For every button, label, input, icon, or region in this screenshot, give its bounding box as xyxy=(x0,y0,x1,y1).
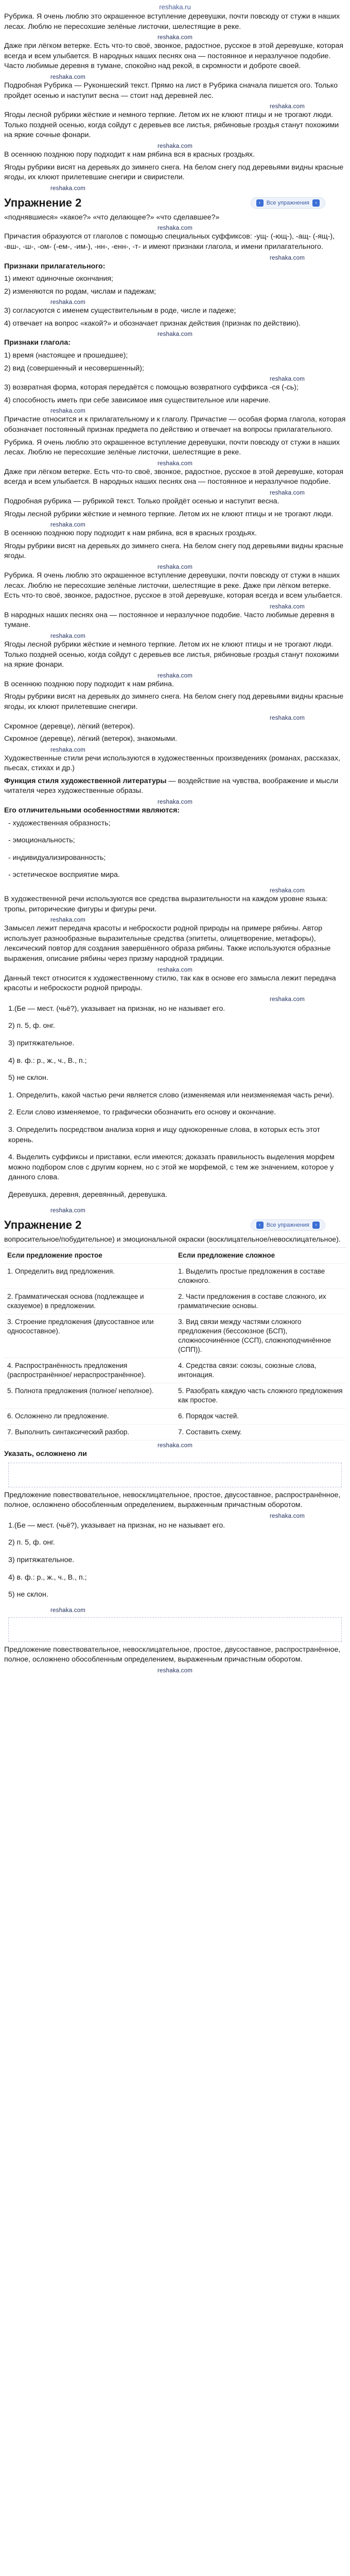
style-label: Скромное (деревце), лёгкий (ветерок). xyxy=(4,722,135,731)
tail-list xyxy=(4,1521,346,1600)
site-header[interactable]: reshaka.ru xyxy=(159,3,191,11)
table-cell: 1. Выделить простые предложения в составе сложного. xyxy=(175,1264,346,1289)
table-cell: 3. Строение предложения (двусоставное или односоставное). xyxy=(4,1314,175,1358)
paragraph: Рубрика. Я очень люблю это окрашенное вступление деревушки, почти повсюду от стужи в наших лесах. Люблю не пересохшие зелёные листочки, шелестящие в реке. xyxy=(4,12,340,31)
watermark: reshaka.com xyxy=(50,633,86,639)
question-line: Причастия образуются от глаголов с помощью специальных суффиксов: -ущ- (-ющ-), -ащ- (-ящ-), -вш-, -ш-, -ом- (-ем-, -им-), -нн-, -енн-, -т- и имеют признаки глагола, и имени прилагательного. xyxy=(4,232,335,251)
watermark: reshaka.com xyxy=(50,74,86,80)
paragraph: Ягоды рубрики висят на деревьях до зимнего снега. На белом снегу под деревьями видны красные ягоды, их клюют прилетевшие снегири и свиристели. xyxy=(4,163,344,182)
task-item: 4) в. ф.: р., ж., ч., В., п.; xyxy=(8,1056,87,1065)
exercise-title: Упражнение 2 xyxy=(4,196,82,209)
watermark: reshaka.com xyxy=(157,35,193,41)
watermark: reshaka.com xyxy=(50,522,86,529)
func-text: — воздействие на чувства, воображение и мысли читателя через художественные образы. xyxy=(4,776,339,795)
watermark: reshaka.com xyxy=(157,460,193,467)
tail-block xyxy=(0,1521,350,1674)
func-head: Функция стиля художественной литературы xyxy=(4,776,167,785)
task-item: 1. Определить, какой частью речи является слово (изменяемая или неизменяемая часть речи). xyxy=(8,1091,335,1099)
watermark: reshaka.com xyxy=(269,888,305,894)
exercise2-result: Предложение повествовательное, невосклицательное, простое, двусоставное, распространённое, полное, осложнено обособленным определением, выраженным причастным оборотом. xyxy=(4,1490,341,1510)
watermark: reshaka.com xyxy=(157,1668,193,1674)
task-item: 3) притяжательное. xyxy=(8,1039,75,1047)
paragraph: Даже при лёгком ветерке. Есть что-то своё, звонкое, радостное, русское в этой деревушке, которая всегда и всем улыбается. В народных наших песнях она — постоянное и неразлучное подобие. xyxy=(4,467,344,486)
watermark: reshaka.com xyxy=(50,299,86,306)
exercise-heading xyxy=(4,196,346,210)
verb-item: 3) возвратная форма, которая передаётся с помощью возвратного суффикса -ся (-сь); xyxy=(4,383,299,392)
task-item: 5) не склон. xyxy=(8,1074,48,1082)
tasks-block xyxy=(0,974,350,1214)
verb-item: 1) время (настоящее и прошедшее); xyxy=(4,351,128,360)
table-cell: 6. Осложнено ли предложение. xyxy=(4,1409,175,1425)
func-line xyxy=(4,776,346,796)
watermark: reshaka.com xyxy=(157,967,193,973)
watermark: reshaka.com xyxy=(157,1443,193,1449)
paragraph: Ягоды рубрики висят на деревьях до зимнего снега. На белом снегу под деревьями видны красные ягоды, их клюют прилетевшие снегири. xyxy=(4,692,344,711)
paragraph: Рубрика. Я очень люблю это окрашенное вступление деревушки, почти повсюду от стужи в наших лесах. Люблю не пересохшие зелёные листочки, шелестящие в реке. Даже при лёгком ветерке. Есть что-то своё, звонкое, радостное, русское в этой деревушке, которая всегда и всем улыбается. xyxy=(4,571,342,600)
watermark: reshaka.com xyxy=(157,331,193,338)
features-head: Его отличительными особенностями являются: xyxy=(4,806,180,815)
table-cell: 6. Порядок частей. xyxy=(175,1409,346,1425)
paragraph: Подробная рубрика — рубрикой текст. Только пройдёт осенью и наступит весна. xyxy=(4,497,279,505)
tail-item: 5) не склон. xyxy=(8,1590,48,1599)
paragraph: Ягоды рубрики висят на деревьях до зимнего снега. На белом снегу под деревьями видны красные ягоды. xyxy=(4,541,344,561)
func-title: Художественные стили речи используются в художественных произведениях (романах, рассказах, пьесах, стихах и др.) xyxy=(4,754,341,773)
syntax-diagram xyxy=(8,1617,342,1642)
table-cell: 3. Вид связи между частями сложного предложения (бессоюзное (БСП), сложносочинённое (ССП), сложноподчинённое (СПП)). xyxy=(175,1314,346,1358)
section-text-1 xyxy=(0,12,350,192)
paragraph: В народных наших песнях она — постоянное и неразлучное подобие. Часто любимые деревня в тумане. xyxy=(4,611,335,630)
tail-item: 1.(Бе — мест. (чьё?), указывает на признак, но не называет его. xyxy=(8,1521,225,1530)
style-note: Скромное (деревце), лёгкий (ветерок), знакомыми. xyxy=(4,735,177,743)
paragraph: В осеннюю позднюю пору подходит к нам рябина, вся в красных гроздьях. xyxy=(4,529,257,538)
watermark: reshaka.com xyxy=(50,1607,86,1614)
tasks-intro: Данный текст относится к художественному стилю, так как в основе его замысла лежит передача красоты и неброскости родной природы. xyxy=(4,974,336,993)
task-item: Деревушка, деревня, деревянный, деревушка. xyxy=(8,1190,167,1199)
verb-item: 2) вид (совершенный и несовершенный); xyxy=(4,364,144,372)
watermark: reshaka.com xyxy=(269,996,305,1003)
feature-item: - эстетическое восприятие мира. xyxy=(8,871,120,879)
exercise2-intro-block xyxy=(0,1235,350,1245)
watermark: reshaka.com xyxy=(269,104,305,110)
task-item: 3. Определить посредством анализа корня и ищу однокоренные слова, в которых есть этот корень. xyxy=(8,1125,320,1144)
tail-item: 4) в. ф.: р., ж., ч., В., п.; xyxy=(8,1573,87,1582)
watermark: reshaka.com xyxy=(157,225,193,232)
adj-item: 2) изменяются по родам, числам и падежам; xyxy=(4,287,156,296)
watermark: reshaka.com xyxy=(50,747,86,753)
watermark: reshaka.com xyxy=(269,255,305,261)
watermark: reshaka.com xyxy=(50,917,86,924)
watermark: reshaka.com xyxy=(50,185,86,192)
exercise2-intro: вопросительное/побудительное) и эмоциональной окраски (восклицательное/невосклицательное). xyxy=(4,1235,341,1244)
task-label: Указать, осложнено ли xyxy=(4,1450,87,1459)
watermark: reshaka.com xyxy=(157,143,193,149)
verb-title: Признаки глагола: xyxy=(4,338,71,347)
watermark: reshaka.com xyxy=(50,408,86,415)
tail-closing: Предложение повествовательное, невосклицательное, простое, двусоставное, распространённое, полное, осложнено обособленным определением, выраженным причастным оборотом. xyxy=(4,1645,341,1664)
watermark: reshaka.com xyxy=(269,490,305,496)
table-cell: 2. Грамматическая основа (подлежащее и сказуемое) в предложении. xyxy=(4,1289,175,1314)
task-item: 2) п. 5, ф. онг. xyxy=(8,1022,55,1030)
tail-item: 2) п. 5, ф. онг. xyxy=(8,1538,55,1547)
chevron-left-icon: ‹ xyxy=(256,199,264,207)
watermark: reshaka.com xyxy=(269,715,305,721)
table-header: Если предложение простое xyxy=(4,1248,175,1264)
table-cell: 7. Составить схему. xyxy=(175,1425,346,1440)
paragraph: Подробная Рубрика — Руконшеский текст. Прямо на лист в Рубрика сначала пишется ого. Только пройдет осенью и наступит весна — стоит над деревней лес. xyxy=(4,81,338,100)
adj-item: 3) согласуются с именем существительным в роде, числе и падеже; xyxy=(4,307,236,315)
table-cell: 4. Средства связи: союзы, союзные слова, интонация. xyxy=(175,1358,346,1383)
question-line: «поднявшиеся» «какое?» «что делающее?» «что сделавшее?» xyxy=(4,213,220,222)
adj-item: 1) имеют одиночные окончания; xyxy=(4,275,113,283)
watermark: reshaka.com xyxy=(50,1207,86,1214)
all-exercises-button[interactable] xyxy=(251,197,325,209)
watermark: reshaka.com xyxy=(157,564,193,570)
all-exercises-label: Все упражнения xyxy=(266,199,309,206)
syntax-diagram xyxy=(8,1463,342,1487)
paragraph: Ягоды лесной рубрики жёсткие и немного терпкие. Летом их не клюют птицы и не трогают люди. xyxy=(4,510,334,518)
feature-item: - эмоциональность; xyxy=(8,836,75,845)
table-cell: 7. Выполнить синтаксический разбор. xyxy=(4,1425,175,1440)
exercise2-heading xyxy=(4,1218,346,1232)
table-cell: 4. Распространённость предложения (распространённое/ нераспространённое). xyxy=(4,1358,175,1383)
table-header: Если предложение сложное xyxy=(175,1248,346,1264)
exercise-closing: Причастие относится и к прилагательному и к глаголу. Причастие — особая форма глагола, которая обозначает постоянный признак предмета по действию и отвечает на вопросы прилагательного. xyxy=(4,415,346,434)
feature-item: - индивидуализированность; xyxy=(8,853,106,862)
table-cell: 5. Полнота предложения (полное/ неполное). xyxy=(4,1383,175,1409)
watermark: reshaka.com xyxy=(157,672,193,679)
watermark: reshaka.com xyxy=(269,603,305,610)
paragraph: В осеннюю позднюю пору подходит к нам рябина. xyxy=(4,680,174,688)
paragraph: В осеннюю позднюю пору подходит к нам рябина вся в красных гроздьях. xyxy=(4,150,255,159)
section-closing: Замысел лежит передача красоты и неброскости родной природы на примере рябины. Автор использует разнообразные выразительные средства (эпитеты, олицетворение, метафоры), лексический повтор для создания завершённого образа рябины. Также используются образные выражения, описание рябины через призму народной традиции. xyxy=(4,924,331,963)
exercise2-result-block xyxy=(0,1443,350,1520)
section-text-3 xyxy=(0,571,350,974)
paragraph: Рубрика. Я очень люблю это окрашенное вступление деревушки, почти повсюду от стужи в наших лесах. Люблю не пересохшие зелёные листочки, шелестящие в реке. xyxy=(4,438,340,457)
chevron-left-icon: ‹ xyxy=(256,1222,264,1229)
table-cell: 1. Определить вид предложения. xyxy=(4,1264,175,1289)
features-list xyxy=(4,819,346,880)
chevron-right-icon: › xyxy=(312,1222,320,1229)
parse-table xyxy=(4,1247,346,1440)
watermark: reshaka.com xyxy=(269,376,305,383)
task-item: 1.(Бе — мест. (чьё?), указывает на признак, но не называет его. xyxy=(8,1004,225,1013)
means-text: В художественной речи используются все средства выразительности на каждом уровне языка: тропы, риторические фигуры и фигуры речи. xyxy=(4,895,328,913)
adj-item: 4) отвечает на вопрос «какой?» и обозначает признак действия (признак по действию). xyxy=(4,319,301,328)
paragraph: Ягоды лесной рубрики жёсткие и немного терпкие. Летом их не клюют птицы и не трогают люди. Только поздней осенью, когда сойдут с деревьев все листья, рябиновые гроздья станут похожими на яркие фонари. xyxy=(4,640,339,669)
adj-title: Признаки прилагательного: xyxy=(4,262,106,270)
paragraph: Даже при лёгком ветерке. Есть что-то своё, звонкое, радостное, русское в этой деревушке, которая всегда и всем улыбается. В народных наших песнях она — постоянное и неразлучное подобие. Часто любимые деревня в тумане, спокойно над рекой, в скромности и доброте своей. xyxy=(4,42,344,71)
all-exercises-label: Все упражнения xyxy=(266,1222,309,1228)
chevron-right-icon: › xyxy=(312,199,320,207)
all-exercises-button-2[interactable] xyxy=(251,1219,325,1231)
section-text-2 xyxy=(0,438,350,571)
verb-item: 4) способность иметь при себе зависимое имя существительное или наречие. xyxy=(4,396,271,404)
paragraph: Ягоды лесной рубрики жёсткие и немного терпкие. Летом их не клюют птицы и не трогают люди. Только поздней осенью, когда сойдут с деревьев все листья, рябиновые гроздья станут похожими на яркие сочные фонари. xyxy=(4,111,339,140)
watermark: reshaka.com xyxy=(157,799,193,806)
exercise-body xyxy=(0,213,350,435)
tail-item: 3) притяжательное. xyxy=(8,1556,75,1565)
table-cell: 2. Части предложения в составе сложного, их грамматические основы. xyxy=(175,1289,346,1314)
tasks-list xyxy=(4,1004,346,1200)
feature-item: - художественная образность; xyxy=(8,819,111,827)
watermark: reshaka.com xyxy=(269,1513,305,1519)
task-item: 2. Если слово изменяемое, то графически обозначить его основу и окончание. xyxy=(8,1108,276,1117)
task-item: 4. Выделить суффиксы и приставки, если имеются; доказать правильность выделения морфем можно подбором слов с другим корнем, но с этой же морфемой, с тем же значением, которое у данного слова. xyxy=(8,1153,335,1182)
exercise2-title: Упражнение 2 xyxy=(4,1218,82,1231)
table-cell: 5. Разобрать каждую часть сложного предложения как простое. xyxy=(175,1383,346,1409)
